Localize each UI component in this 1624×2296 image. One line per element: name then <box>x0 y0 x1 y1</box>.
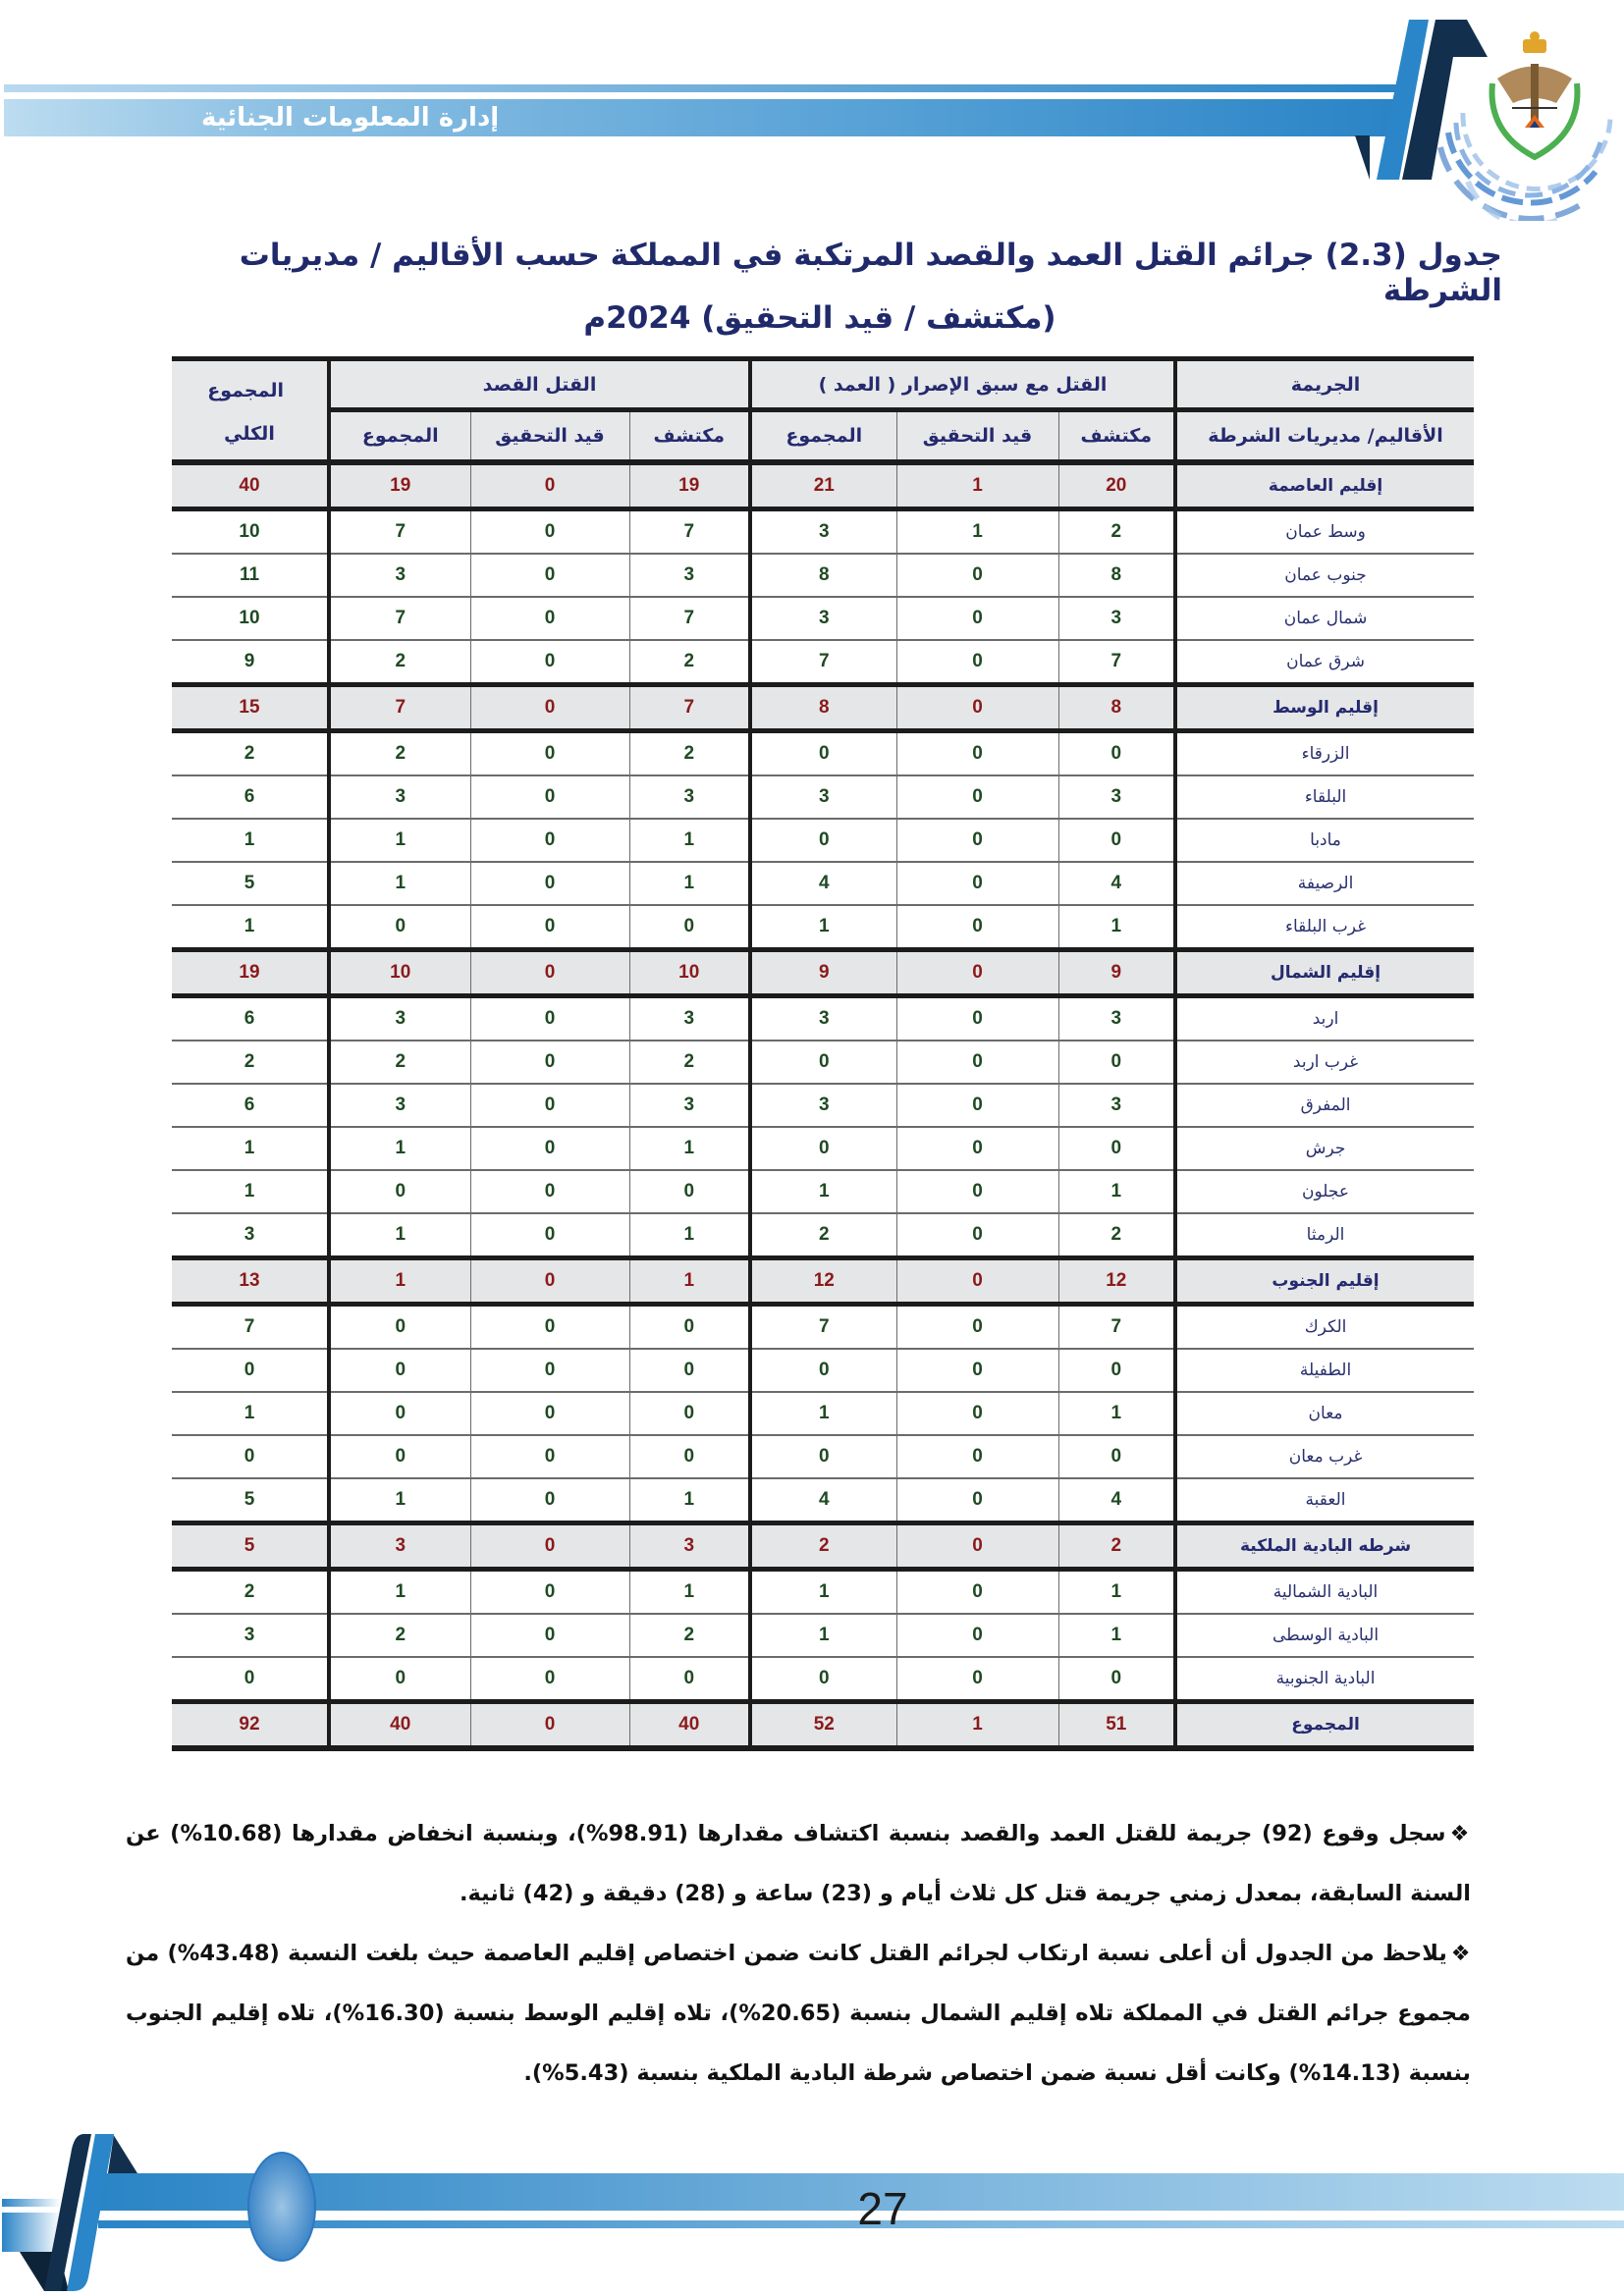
table-row <box>172 597 1474 640</box>
row-name: غرب البلقاء <box>1175 905 1474 950</box>
cell-premeditated-detected: 0 <box>1058 1435 1175 1478</box>
cell-intentional-detected: 0 <box>629 1305 750 1350</box>
cell-premeditated-detected: 3 <box>1058 1084 1175 1127</box>
cell-premeditated-total: 1 <box>750 905 896 950</box>
row-name: البلقاء <box>1175 775 1474 819</box>
cell-premeditated-detected: 0 <box>1058 1041 1175 1084</box>
cell-intentional-under-investigation: 0 <box>470 905 629 950</box>
cell-premeditated-total: 7 <box>750 640 896 685</box>
cell-intentional-under-investigation: 0 <box>470 1041 629 1084</box>
cell-grand-total: 9 <box>172 640 329 685</box>
cell-premeditated-under-investigation: 0 <box>896 554 1058 597</box>
cell-premeditated-total: 8 <box>750 685 896 731</box>
cell-intentional-under-investigation: 0 <box>470 1213 629 1258</box>
cell-intentional-detected: 0 <box>629 1657 750 1702</box>
cell-intentional-detected: 2 <box>629 1041 750 1084</box>
page-number: 27 <box>857 2183 908 2234</box>
cell-intentional-detected: 19 <box>629 462 750 509</box>
cell-intentional-detected: 0 <box>629 1435 750 1478</box>
cell-grand-total: 0 <box>172 1435 329 1478</box>
cell-intentional-under-investigation: 0 <box>470 462 629 509</box>
cell-intentional-under-investigation: 0 <box>470 1435 629 1478</box>
cell-intentional-total: 19 <box>329 462 470 509</box>
cell-premeditated-detected: 4 <box>1058 862 1175 905</box>
table-body <box>172 462 1474 1748</box>
table-row <box>172 862 1474 905</box>
header-intentional: القتل القصد <box>329 359 750 410</box>
cell-intentional-total: 7 <box>329 597 470 640</box>
cell-intentional-under-investigation: 0 <box>470 1702 629 1749</box>
cell-premeditated-under-investigation: 0 <box>896 862 1058 905</box>
cell-intentional-total: 7 <box>329 685 470 731</box>
cell-intentional-total: 0 <box>329 905 470 950</box>
cell-intentional-total: 1 <box>329 1127 470 1170</box>
cell-premeditated-detected: 3 <box>1058 996 1175 1041</box>
cell-intentional-under-investigation: 0 <box>470 1170 629 1213</box>
cell-grand-total: 6 <box>172 996 329 1041</box>
cell-grand-total: 0 <box>172 1657 329 1702</box>
cell-intentional-total: 2 <box>329 731 470 776</box>
region-row <box>172 950 1474 996</box>
cell-intentional-under-investigation: 0 <box>470 640 629 685</box>
cell-intentional-total: 3 <box>329 996 470 1041</box>
cell-premeditated-under-investigation: 0 <box>896 1084 1058 1127</box>
table-row <box>172 1392 1474 1435</box>
total-row <box>172 1702 1474 1749</box>
cell-premeditated-total: 4 <box>750 862 896 905</box>
row-name: المفرق <box>1175 1084 1474 1127</box>
cell-intentional-detected: 2 <box>629 731 750 776</box>
cell-grand-total: 5 <box>172 1523 329 1570</box>
homicide-table <box>172 356 1474 1751</box>
row-name: الرصيفة <box>1175 862 1474 905</box>
cell-intentional-under-investigation: 0 <box>470 996 629 1041</box>
cell-grand-total: 1 <box>172 905 329 950</box>
cell-grand-total: 2 <box>172 1570 329 1615</box>
row-name: جنوب عمان <box>1175 554 1474 597</box>
cell-intentional-under-investigation: 0 <box>470 1127 629 1170</box>
cell-intentional-under-investigation: 0 <box>470 950 629 996</box>
cell-intentional-total: 2 <box>329 640 470 685</box>
cell-premeditated-total: 3 <box>750 1084 896 1127</box>
cell-intentional-total: 3 <box>329 1523 470 1570</box>
row-name: إقليم الجنوب <box>1175 1258 1474 1305</box>
cell-premeditated-detected: 9 <box>1058 950 1175 996</box>
cell-grand-total: 7 <box>172 1305 329 1350</box>
cell-premeditated-under-investigation: 0 <box>896 775 1058 819</box>
cell-premeditated-total: 0 <box>750 731 896 776</box>
cell-premeditated-detected: 8 <box>1058 685 1175 731</box>
cell-intentional-detected: 2 <box>629 1614 750 1657</box>
table-row <box>172 1170 1474 1213</box>
cell-grand-total: 92 <box>172 1702 329 1749</box>
region-row <box>172 462 1474 509</box>
table-row <box>172 996 1474 1041</box>
header-premeditated: القتل مع سبق الإصرار ( العمد ) <box>750 359 1175 410</box>
cell-intentional-total: 1 <box>329 819 470 862</box>
cell-premeditated-total: 0 <box>750 1657 896 1702</box>
cell-premeditated-total: 4 <box>750 1478 896 1523</box>
cell-intentional-detected: 10 <box>629 950 750 996</box>
row-name: البادية الوسطى <box>1175 1614 1474 1657</box>
row-name: العقبة <box>1175 1478 1474 1523</box>
cell-premeditated-detected: 0 <box>1058 1657 1175 1702</box>
cell-premeditated-detected: 1 <box>1058 1614 1175 1657</box>
cell-premeditated-total: 3 <box>750 597 896 640</box>
cell-premeditated-detected: 8 <box>1058 554 1175 597</box>
cell-premeditated-detected: 7 <box>1058 640 1175 685</box>
row-name: اربد <box>1175 996 1474 1041</box>
header-premeditated-total: المجموع <box>750 410 896 463</box>
cell-intentional-detected: 7 <box>629 597 750 640</box>
cell-grand-total: 10 <box>172 509 329 555</box>
cell-premeditated-detected: 1 <box>1058 1392 1175 1435</box>
cell-intentional-detected: 3 <box>629 554 750 597</box>
cell-grand-total: 1 <box>172 1170 329 1213</box>
cell-premeditated-total: 0 <box>750 819 896 862</box>
header-grand-total <box>172 359 329 463</box>
row-name: الطفيلة <box>1175 1349 1474 1392</box>
row-name: غرب اربد <box>1175 1041 1474 1084</box>
cell-intentional-under-investigation: 0 <box>470 731 629 776</box>
cell-intentional-total: 40 <box>329 1702 470 1749</box>
table-row <box>172 1084 1474 1127</box>
cell-intentional-detected: 0 <box>629 1392 750 1435</box>
header-intentional-detected: مكتشف <box>629 410 750 463</box>
department-name: إدارة المعلومات الجنائية <box>201 103 500 133</box>
table-row <box>172 905 1474 950</box>
cell-intentional-under-investigation: 0 <box>470 1657 629 1702</box>
cell-intentional-total: 2 <box>329 1614 470 1657</box>
cell-intentional-under-investigation: 0 <box>470 1349 629 1392</box>
cell-premeditated-total: 2 <box>750 1213 896 1258</box>
table-row <box>172 554 1474 597</box>
table-title-line2: (مكتشف / قيد التحقيق) 2024م <box>583 300 1056 336</box>
cell-intentional-total: 1 <box>329 862 470 905</box>
cell-intentional-total: 0 <box>329 1170 470 1213</box>
cell-intentional-total: 2 <box>329 1041 470 1084</box>
cell-premeditated-total: 0 <box>750 1041 896 1084</box>
cell-premeditated-total: 1 <box>750 1614 896 1657</box>
notes-section <box>126 1804 1471 2104</box>
cell-premeditated-under-investigation: 0 <box>896 1435 1058 1478</box>
row-name: إقليم الشمال <box>1175 950 1474 996</box>
cell-intentional-detected: 3 <box>629 996 750 1041</box>
cell-intentional-total: 1 <box>329 1478 470 1523</box>
cell-premeditated-under-investigation: 0 <box>896 1213 1058 1258</box>
row-name: الزرقاء <box>1175 731 1474 776</box>
cell-premeditated-under-investigation: 1 <box>896 509 1058 555</box>
cell-intentional-total: 1 <box>329 1213 470 1258</box>
cell-intentional-under-investigation: 0 <box>470 819 629 862</box>
cell-intentional-detected: 1 <box>629 819 750 862</box>
cell-premeditated-detected: 0 <box>1058 1127 1175 1170</box>
cell-grand-total: 19 <box>172 950 329 996</box>
cell-premeditated-under-investigation: 0 <box>896 1170 1058 1213</box>
cell-premeditated-under-investigation: 0 <box>896 950 1058 996</box>
table-row <box>172 1657 1474 1702</box>
cell-grand-total: 40 <box>172 462 329 509</box>
cell-premeditated-total: 7 <box>750 1305 896 1350</box>
cell-premeditated-detected: 2 <box>1058 509 1175 555</box>
header-grand-total-label: المجموع الكلي <box>207 380 284 445</box>
cell-intentional-under-investigation: 0 <box>470 1523 629 1570</box>
cell-grand-total: 6 <box>172 1084 329 1127</box>
cell-grand-total: 1 <box>172 819 329 862</box>
cell-premeditated-under-investigation: 0 <box>896 1305 1058 1350</box>
header-regions: الأقاليم/ مديريات الشرطة <box>1175 410 1474 463</box>
region-row <box>172 685 1474 731</box>
cell-premeditated-detected: 2 <box>1058 1213 1175 1258</box>
cell-premeditated-detected: 51 <box>1058 1702 1175 1749</box>
cell-premeditated-total: 1 <box>750 1170 896 1213</box>
cell-premeditated-detected: 4 <box>1058 1478 1175 1523</box>
cell-intentional-under-investigation: 0 <box>470 1084 629 1127</box>
region-row <box>172 1523 1474 1570</box>
footer-banner <box>0 2110 1624 2296</box>
cell-premeditated-total: 12 <box>750 1258 896 1305</box>
cell-intentional-under-investigation: 0 <box>470 685 629 731</box>
cell-intentional-detected: 0 <box>629 1349 750 1392</box>
cell-intentional-detected: 40 <box>629 1702 750 1749</box>
cell-intentional-under-investigation: 0 <box>470 1478 629 1523</box>
cell-grand-total: 1 <box>172 1392 329 1435</box>
diamond-bullet-icon: ❖ <box>1450 1942 1471 1966</box>
cell-premeditated-total: 0 <box>750 1349 896 1392</box>
cell-intentional-total: 3 <box>329 1084 470 1127</box>
table-row <box>172 1305 1474 1350</box>
cell-intentional-total: 10 <box>329 950 470 996</box>
table-row <box>172 1614 1474 1657</box>
cell-premeditated-under-investigation: 0 <box>896 996 1058 1041</box>
cell-premeditated-detected: 2 <box>1058 1523 1175 1570</box>
cell-premeditated-total: 3 <box>750 996 896 1041</box>
cell-premeditated-total: 21 <box>750 462 896 509</box>
table-row <box>172 509 1474 555</box>
cell-premeditated-under-investigation: 0 <box>896 685 1058 731</box>
cell-premeditated-detected: 3 <box>1058 597 1175 640</box>
table-row <box>172 775 1474 819</box>
cell-intentional-under-investigation: 0 <box>470 1570 629 1615</box>
table-title-line1: جدول (2.3) جرائم القتل العمد والقصد المرتكبة في المملكة حسب الأقاليم / مديريات الشرطة <box>239 238 1502 308</box>
cell-premeditated-total: 52 <box>750 1702 896 1749</box>
header-thin-stripe <box>4 84 1398 92</box>
row-name: معان <box>1175 1392 1474 1435</box>
cell-intentional-detected: 3 <box>629 1523 750 1570</box>
header-intentional-under-investigation: قيد التحقيق <box>470 410 629 463</box>
cell-premeditated-detected: 3 <box>1058 775 1175 819</box>
cell-intentional-under-investigation: 0 <box>470 554 629 597</box>
cell-intentional-detected: 1 <box>629 1127 750 1170</box>
cell-intentional-total: 0 <box>329 1305 470 1350</box>
row-name: شرق عمان <box>1175 640 1474 685</box>
cell-intentional-detected: 7 <box>629 685 750 731</box>
table-row <box>172 1435 1474 1478</box>
cell-premeditated-total: 2 <box>750 1523 896 1570</box>
cell-intentional-detected: 0 <box>629 1170 750 1213</box>
cell-intentional-under-investigation: 0 <box>470 597 629 640</box>
cell-premeditated-under-investigation: 0 <box>896 640 1058 685</box>
table-row <box>172 731 1474 776</box>
cell-intentional-detected: 3 <box>629 775 750 819</box>
cell-premeditated-detected: 0 <box>1058 731 1175 776</box>
cell-intentional-detected: 1 <box>629 862 750 905</box>
cell-intentional-total: 1 <box>329 1258 470 1305</box>
table-row <box>172 1349 1474 1392</box>
header-premeditated-under-investigation: قيد التحقيق <box>896 410 1058 463</box>
table-row <box>172 1213 1474 1258</box>
cell-grand-total: 2 <box>172 1041 329 1084</box>
cell-premeditated-under-investigation: 0 <box>896 1614 1058 1657</box>
cell-premeditated-total: 1 <box>750 1570 896 1615</box>
table-row <box>172 1041 1474 1084</box>
cell-premeditated-under-investigation: 0 <box>896 1349 1058 1392</box>
cell-intentional-total: 7 <box>329 509 470 555</box>
diamond-bullet-icon: ❖ <box>1449 1822 1472 1846</box>
cell-intentional-under-investigation: 0 <box>470 1392 629 1435</box>
cell-premeditated-detected: 1 <box>1058 905 1175 950</box>
cell-intentional-total: 0 <box>329 1657 470 1702</box>
cell-premeditated-under-investigation: 0 <box>896 1478 1058 1523</box>
cell-intentional-detected: 0 <box>629 905 750 950</box>
cell-premeditated-total: 3 <box>750 509 896 555</box>
cell-intentional-detected: 1 <box>629 1258 750 1305</box>
cell-premeditated-detected: 12 <box>1058 1258 1175 1305</box>
cell-premeditated-under-investigation: 0 <box>896 1127 1058 1170</box>
cell-intentional-total: 0 <box>329 1435 470 1478</box>
row-name: جرش <box>1175 1127 1474 1170</box>
table-row <box>172 1478 1474 1523</box>
cell-premeditated-detected: 20 <box>1058 462 1175 509</box>
row-name: مادبا <box>1175 819 1474 862</box>
cell-premeditated-detected: 1 <box>1058 1570 1175 1615</box>
cell-premeditated-under-investigation: 0 <box>896 1523 1058 1570</box>
cell-grand-total: 3 <box>172 1213 329 1258</box>
row-name: شرطه البادية الملكية <box>1175 1523 1474 1570</box>
cell-premeditated-under-investigation: 0 <box>896 1041 1058 1084</box>
cell-grand-total: 2 <box>172 731 329 776</box>
header-premeditated-detected: مكتشف <box>1058 410 1175 463</box>
cell-premeditated-detected: 0 <box>1058 819 1175 862</box>
public-security-crest-icon <box>1429 25 1620 221</box>
cell-grand-total: 1 <box>172 1127 329 1170</box>
cell-intentional-detected: 1 <box>629 1478 750 1523</box>
cell-intentional-total: 0 <box>329 1392 470 1435</box>
cell-grand-total: 5 <box>172 1478 329 1523</box>
cell-intentional-under-investigation: 0 <box>470 775 629 819</box>
row-name: إقليم العاصمة <box>1175 462 1474 509</box>
cell-grand-total: 11 <box>172 554 329 597</box>
cell-premeditated-total: 1 <box>750 1392 896 1435</box>
cell-premeditated-under-investigation: 0 <box>896 1657 1058 1702</box>
row-name: عجلون <box>1175 1170 1474 1213</box>
row-name: وسط عمان <box>1175 509 1474 555</box>
cell-grand-total: 5 <box>172 862 329 905</box>
table-row <box>172 640 1474 685</box>
cell-grand-total: 0 <box>172 1349 329 1392</box>
cell-premeditated-total: 9 <box>750 950 896 996</box>
cell-intentional-detected: 3 <box>629 1084 750 1127</box>
cell-intentional-under-investigation: 0 <box>470 862 629 905</box>
cell-premeditated-under-investigation: 1 <box>896 462 1058 509</box>
note-1-text: سجل وقوع (92) جريمة للقتل العمد والقصد بنسبة اكتشاف مقدارها (98.91%)، وبنسبة انخفاض مقدارها (10.68%) عن السنة السابقة، بمعدل زمني جريمة قتل كل ثلاث أيام و (23) ساعة و (28) دقيقة و (42) ثانية. <box>126 1821 1471 1906</box>
row-name: البادية الجنوبية <box>1175 1657 1474 1702</box>
note-1 <box>126 1804 1471 1924</box>
cell-intentional-under-investigation: 0 <box>470 509 629 555</box>
row-name: الرمثا <box>1175 1213 1474 1258</box>
cell-intentional-under-investigation: 0 <box>470 1258 629 1305</box>
table-row <box>172 819 1474 862</box>
cell-premeditated-total: 3 <box>750 775 896 819</box>
row-name: البادية الشمالية <box>1175 1570 1474 1615</box>
cell-intentional-under-investigation: 0 <box>470 1614 629 1657</box>
cell-grand-total: 3 <box>172 1614 329 1657</box>
cell-premeditated-under-investigation: 0 <box>896 1392 1058 1435</box>
cell-intentional-detected: 1 <box>629 1570 750 1615</box>
cell-premeditated-under-investigation: 0 <box>896 731 1058 776</box>
cell-premeditated-under-investigation: 0 <box>896 597 1058 640</box>
row-name: الكرك <box>1175 1305 1474 1350</box>
cell-premeditated-detected: 7 <box>1058 1305 1175 1350</box>
header-intentional-total: المجموع <box>329 410 470 463</box>
row-name: غرب معان <box>1175 1435 1474 1478</box>
header-crime: الجريمة <box>1175 359 1474 410</box>
cell-premeditated-total: 8 <box>750 554 896 597</box>
row-name: شمال عمان <box>1175 597 1474 640</box>
cell-premeditated-under-investigation: 1 <box>896 1702 1058 1749</box>
cell-premeditated-detected: 1 <box>1058 1170 1175 1213</box>
cell-intentional-detected: 2 <box>629 640 750 685</box>
cell-grand-total: 6 <box>172 775 329 819</box>
row-name: المجموع <box>1175 1702 1474 1749</box>
cell-grand-total: 15 <box>172 685 329 731</box>
cell-intentional-total: 3 <box>329 554 470 597</box>
cell-intentional-total: 1 <box>329 1570 470 1615</box>
region-row <box>172 1258 1474 1305</box>
cell-premeditated-detected: 0 <box>1058 1349 1175 1392</box>
cell-intentional-under-investigation: 0 <box>470 1305 629 1350</box>
cell-grand-total: 13 <box>172 1258 329 1305</box>
cell-premeditated-under-investigation: 0 <box>896 1570 1058 1615</box>
table-row <box>172 1127 1474 1170</box>
cell-intentional-detected: 1 <box>629 1213 750 1258</box>
cell-grand-total: 10 <box>172 597 329 640</box>
note-2 <box>126 1924 1471 2104</box>
cell-premeditated-under-investigation: 0 <box>896 819 1058 862</box>
note-2-text: يلاحظ من الجدول أن أعلى نسبة ارتكاب لجرائم القتل كانت ضمن اختصاص إقليم العاصمة حيث بلغت النسبة (43.48%) من مجموع جرائم القتل في المملكة تلاه إقليم الشمال بنسبة (20.65%)، تلاه إقليم الوسط بنسبة (16.30%)، تلاه إقليم الجنوب بنسبة (14.13%) وكانت أقل نسبة ضمن اختصاص شرطة البادية الملكية بنسبة (5.43%). <box>126 1941 1471 2086</box>
cell-premeditated-total: 0 <box>750 1435 896 1478</box>
cell-premeditated-total: 0 <box>750 1127 896 1170</box>
row-name: إقليم الوسط <box>1175 685 1474 731</box>
cell-premeditated-under-investigation: 0 <box>896 905 1058 950</box>
cell-intentional-total: 3 <box>329 775 470 819</box>
cell-premeditated-under-investigation: 0 <box>896 1258 1058 1305</box>
table-row <box>172 1570 1474 1615</box>
cell-intentional-total: 0 <box>329 1349 470 1392</box>
cell-intentional-detected: 7 <box>629 509 750 555</box>
